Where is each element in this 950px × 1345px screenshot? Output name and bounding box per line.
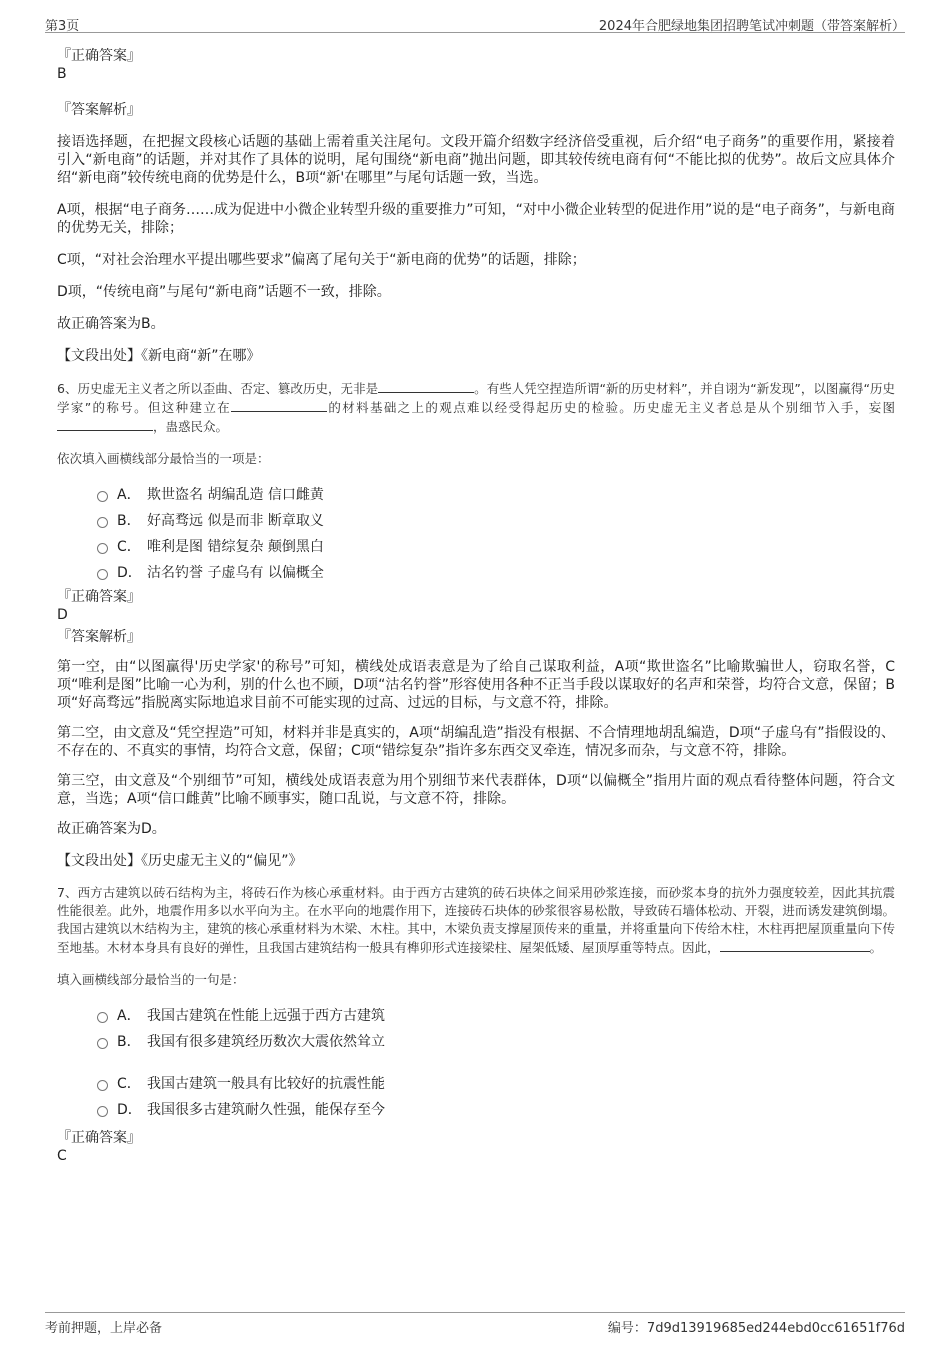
document-body	[57, 45, 895, 1165]
blank-2	[231, 398, 327, 412]
q6-analysis-1: 第一空，由“以图赢得'历史学家'的称号”可知，横线处成语表意是为了给自己谋取利益，A项“欺世盗名”比喻欺骗世人，窃取名誉，C项“唯利是图”比喻一心为利，别的什么也不顾，D项“沽名钓誉”形容使用各种不正当手段以谋取好的名声和荣誉，均符合文意，保留；B项“好高骛远”指脱离实际地追求目前不可能实现的过高、过远的目标，与文意不符，排除。	[57, 659, 895, 711]
q7-prompt: 填入画横线部分最恰当的一句是：	[57, 972, 245, 987]
q6-options	[57, 482, 895, 586]
radio-icon[interactable]	[97, 517, 108, 528]
q5-source: 【文段出处】《新电商“新”在哪》	[57, 348, 261, 364]
q5-analysis-3: C项，“对社会治理水平提出哪些要求”偏离了尾句关于“新电商的优势”的话题，排除；	[57, 252, 586, 268]
q6-stem: 6、历史虚无主义者之所以歪曲、否定、篡改历史，无非是 。有些人凭空捏造所谓“新的历史材料”，并自诩为“新发现”，以图赢得“历史学家”的称号。但这种建立在 的材料基础之上的观点难以经受得起历史的检验。历史虚无主义者总是从个别细节入手，妄图，蛊惑民众。	[57, 381, 895, 434]
analysis-label: 『答案解析』	[57, 629, 141, 645]
q7-options	[57, 1003, 895, 1123]
q6-source: 【文段出处】《历史虚无主义的“偏见”》	[57, 853, 303, 869]
page-footer	[45, 1312, 905, 1335]
q7-option-d[interactable]: D． 我国很多古建筑耐久性强，能保存至今	[57, 1097, 895, 1123]
q7-answer: C	[57, 1148, 67, 1164]
q6-option-a[interactable]: A． 欺世盗名 胡编乱造 信口雌黄	[57, 482, 895, 508]
answer-label: 『正确答案』	[57, 48, 141, 64]
q5-conclusion: 故正确答案为B。	[57, 316, 165, 332]
page-number: 第3页	[45, 19, 80, 34]
page-header	[45, 12, 905, 33]
blank-1	[378, 379, 474, 393]
answer-label: 『正确答案』	[57, 589, 141, 605]
q6-conclusion: 故正确答案为D。	[57, 821, 166, 837]
q6-option-c[interactable]: C． 唯利是图 错综复杂 颠倒黑白	[57, 534, 895, 560]
radio-icon[interactable]	[97, 1106, 108, 1117]
radio-icon[interactable]	[97, 1012, 108, 1023]
blank-3	[57, 417, 153, 431]
q7-option-c[interactable]: C． 我国古建筑一般具有比较好的抗震性能	[57, 1071, 895, 1097]
q7-option-a[interactable]: A． 我国古建筑在性能上远强于西方古建筑	[57, 1003, 895, 1029]
q5-analysis-4: D项，“传统电商”与尾句“新电商”话题不一致，排除。	[57, 284, 391, 300]
q6-analysis-3: 第三空，由文意及“个别细节”可知，横线处成语表意为用个别细节来代表群体，D项“以偏概全”指用片面的观点看待整体问题，符合文意，当选；A项“信口雌黄”比喻不顾事实，随口乱说，与文意不符，排除。	[57, 773, 895, 807]
radio-icon[interactable]	[97, 569, 108, 580]
q5-answer: B	[57, 66, 67, 82]
document-title: 2024年合肥绿地集团招聘笔试冲刺题（带答案解析）	[598, 19, 905, 34]
q5-analysis-2: A项，根据“电子商务……成为促进中小微企业转型升级的重要推力”可知，“对中小微企业转型的促进作用”说的是“电子商务”，与新电商的优势无关，排除；	[57, 202, 895, 236]
q6-prompt: 依次填入画横线部分最恰当的一项是：	[57, 451, 270, 466]
document-code: 编号：7d9d13919685ed244ebd0cc61651f76d	[607, 1321, 905, 1336]
radio-icon[interactable]	[97, 543, 108, 554]
q6-answer: D	[57, 607, 68, 623]
q6-option-d[interactable]: D． 沽名钓誉 子虚乌有 以偏概全	[57, 560, 895, 586]
analysis-label: 『答案解析』	[57, 102, 141, 118]
answer-label: 『正确答案』	[57, 1130, 141, 1146]
q7-option-b[interactable]: B． 我国有很多建筑经历数次大震依然耸立	[57, 1029, 895, 1055]
q6-analysis-2: 第二空，由文意及“凭空捏造”可知，材料并非是真实的，A项“胡编乱造”指没有根据、不合情理地胡乱编造，D项“子虚乌有”指假设的、不存在的、不真实的事情，均符合文意，保留；C项“错综复杂”指许多东西交叉牵连，情况多而杂，与文意不符，排除。	[57, 725, 895, 759]
blank-1	[720, 938, 870, 952]
q6-option-b[interactable]: B． 好高骛远 似是而非 断章取义	[57, 508, 895, 534]
radio-icon[interactable]	[97, 491, 108, 502]
q7-stem: 7、西方古建筑以砖石结构为主，将砖石作为核心承重材料。由于西方古建筑的砖石块体之间采用砂浆连接，而砂浆本身的抗外力强度较差，因此其抗震性能很差。此外，地震作用多以水平向为主。在水平向的地震作用下，连接砖石块体的砂浆很容易松散，导致砖石墙体松动、开裂，进而诱发建筑倒塌。我国古建筑以木结构为主，建筑的核心承重材料为木梁、木柱。其中，木梁负责支撑屋顶传来的重量，并将重量向下传给木柱，木柱再把屋顶重量向下传至地基。木材本身具有良好的弹性，且我国古建筑结构一般具有榫卯形式连接梁柱、屋架低矮、屋顶厚重等特点。因此， 。	[57, 885, 895, 955]
radio-icon[interactable]	[97, 1080, 108, 1091]
footer-slogan: 考前押题，上岸必备	[45, 1321, 163, 1336]
radio-icon[interactable]	[97, 1038, 108, 1049]
q5-analysis-1: 接语选择题，在把握文段核心话题的基础上需着重关注尾句。文段开篇介绍数字经济倍受重视，后介绍“电子商务”的重要作用，紧接着引入“新电商”的话题，并对其作了具体的说明，尾句围绕“新电商”抛出问题，即其较传统电商有何“不能比拟的优势”。故后文应具体介绍“新电商”较传统电商的优势是什么，B项“新'在哪里”与尾句话题一致，当选。	[57, 134, 895, 186]
